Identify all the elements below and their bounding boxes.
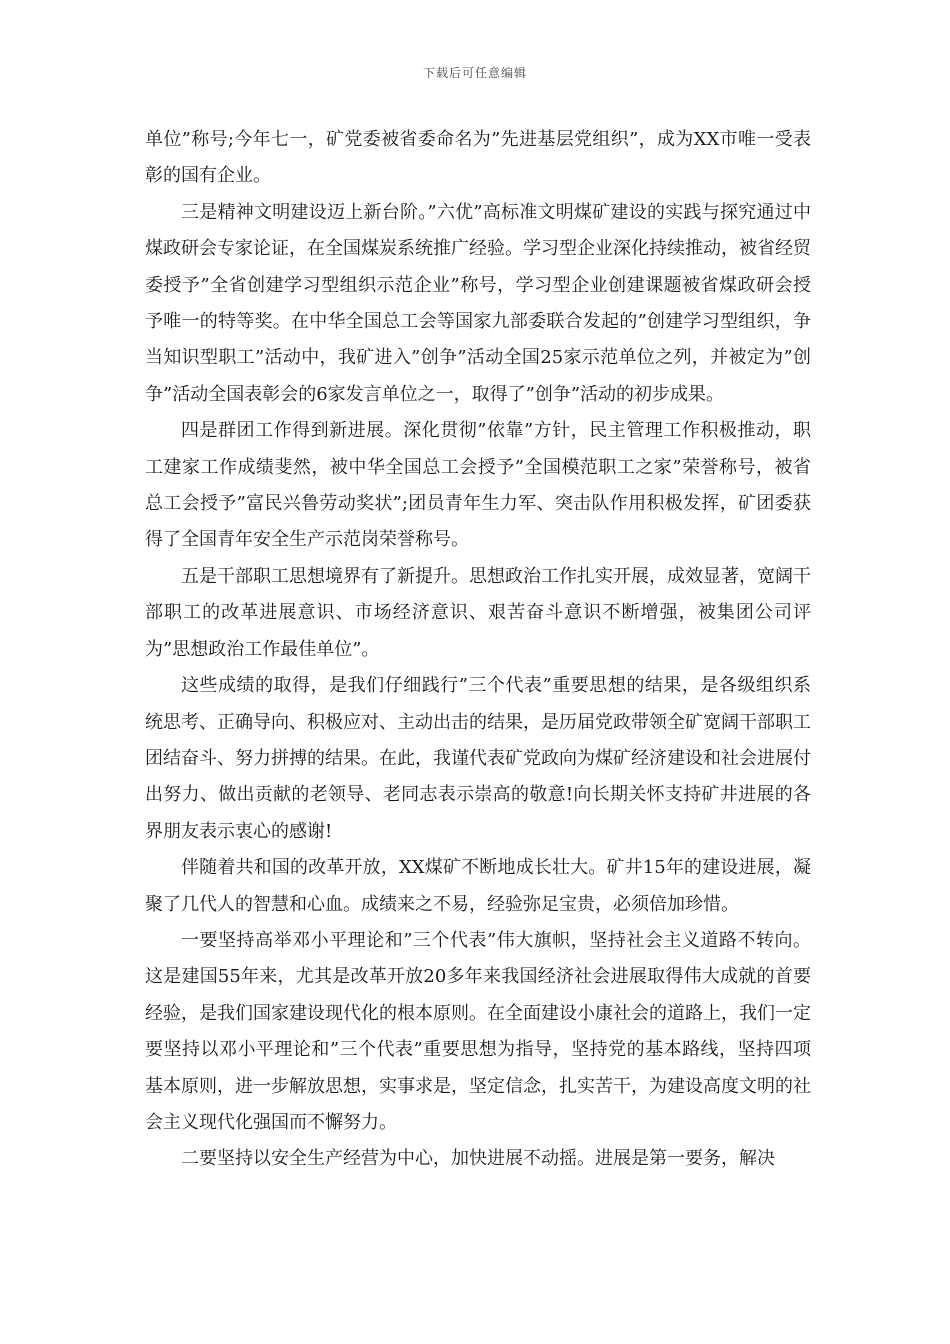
paragraph-4: 五是干部职工思想境界有了新提升。思想政治工作扎实开展，成效显著，宽阔干部职工的改革进展意识、市场经济意识、艰苦奋斗意识不断增强，被集团公司评为”思想政治工作最佳单位”。 <box>145 565 811 660</box>
paragraph-5: 这些成绩的取得，是我们仔细践行”三个代表”重要思想的结果，是各级组织系统思考、正确导向、积极应对、主动出击的结果，是历届党政带领全矿宽阔干部职工团结奋斗、努力拼搏的结果。在此，我谨代表矿党政向为煤矿经济建设和社会进展付出努力、做出贡献的老领导、老同志表示崇高的敬意!向长期关怀支持矿井进展的各界朋友表示衷心的感谢! <box>145 675 811 842</box>
paragraph-1: 单位”称号;今年七一，矿党委被省委命名为”先进基层党组织”，成为XX市唯一受表彰的国有企业。 <box>145 129 811 187</box>
paragraph-3: 四是群团工作得到新进展。深化贯彻”依靠”方针，民主管理工作积极推动，职工建家工作成绩斐然，被中华全国总工会授予”全国模范职工之家”荣誉称号，被省总工会授予”富民兴鲁劳动奖状”;团员青年生力军、突击队作用积极发挥，矿团委获得了全国青年安全生产示范岗荣誉称号。 <box>145 420 811 551</box>
paragraph-8: 二要坚持以安全生产经营为中心，加快进展不动摇。进展是第一要务，解决 <box>181 1148 775 1170</box>
paragraph-2: 三是精神文明建设迈上新台阶。”六优”高标准文明煤矿建设的实践与探究通过中煤政研会专家论证，在全国煤炭系统推广经验。学习型企业深化持续推动，被省经贸委授予”全省创建学习型组织示范企业”称号，学习型企业创建课题被省煤政研会授予唯一的特等奖。在中华全国总工会等国家九部委联合发起的”创建学习型组织，争当知识型职工”活动中，我矿进入”创争”活动全国25家示范单位之列，并被定为”创争”活动全国表彰会的6家发言单位之一，取得了”创争”活动的初步成果。 <box>145 201 811 405</box>
paragraph-6: 伴随着共和国的改革开放，XX煤矿不断地成长壮大。矿井15年的建设进展，凝聚了几代人的智慧和心血。成绩来之不易，经验弥足宝贵，必须倍加珍惜。 <box>145 857 811 915</box>
paragraph-7: 一要坚持高举邓小平理论和”三个代表”伟大旗帜，坚持社会主义道路不转向。这是建国55年来，尤其是改革开放20多年来我国经济社会进展取得伟大成就的首要经验，是我们国家建设现代化的根本原则。在全面建设小康社会的道路上，我们一定要坚持以邓小平理论和”三个代表”重要思想为指导，坚持党的基本路线，坚持四项基本原则，进一步解放思想，实事求是，坚定信念，扎实苦干，为建设高度文明的社会主义现代化强国而不懈努力。 <box>145 929 811 1133</box>
document-body <box>145 122 811 1178</box>
page-header: 下载后可任意编辑 <box>422 66 527 80</box>
